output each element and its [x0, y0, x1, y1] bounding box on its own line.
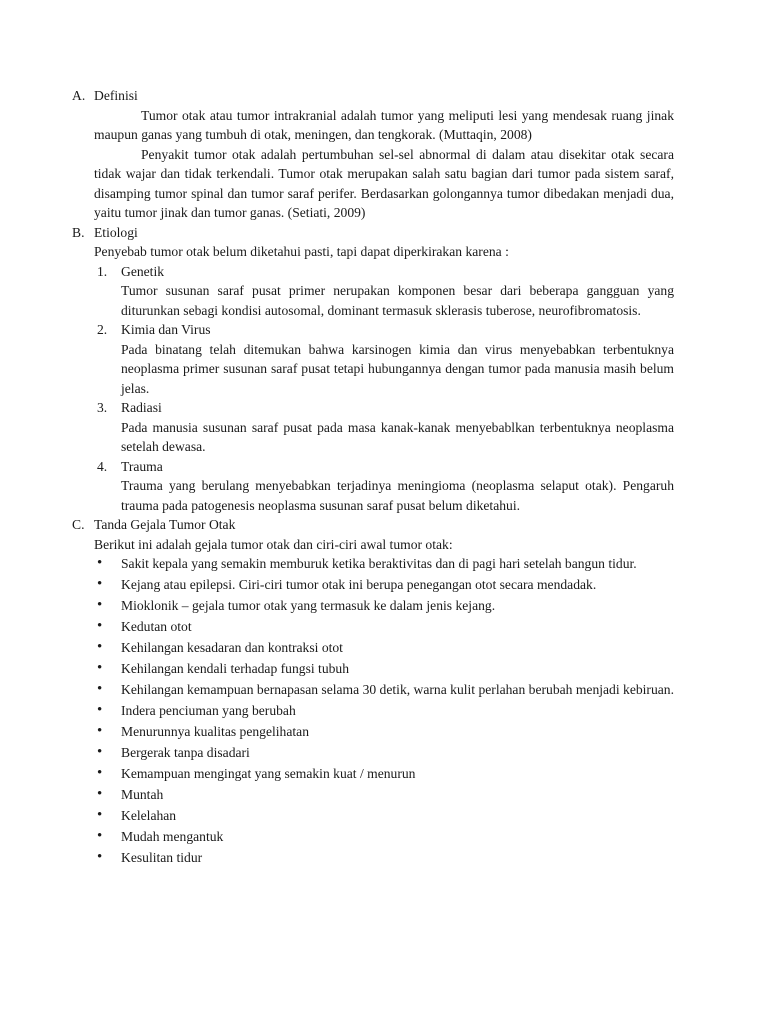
list-item: [94, 262, 674, 321]
item-number: 4.: [97, 458, 108, 474]
section-title: Etiologi: [94, 224, 138, 240]
bullet-text: Kemampuan mengingat yang semakin kuat / menurun: [121, 766, 416, 781]
bullet-text: Kejang atau epilepsi. Ciri-ciri tumor otak ini berupa penegangan otot secara mendadak.: [121, 577, 597, 592]
section-title: Definisi: [94, 88, 138, 103]
bullet-text: Kedutan otot: [121, 619, 192, 634]
list-item: [94, 320, 674, 398]
bullet-icon: •: [97, 555, 103, 571]
item-number: 3.: [97, 400, 108, 415]
item-title: Kimia dan Virus: [121, 322, 211, 337]
bullet-text: Indera penciuman yang berubah: [121, 703, 296, 718]
bullet-icon: •: [97, 828, 103, 844]
bullet-list: [94, 554, 674, 868]
bullet-icon: •: [97, 723, 103, 739]
item-text: Tumor susunan saraf pusat primer nerupakan komponen besar dari beberapa gangguan yang diturunkan sebagi kondisi autosomal, dominant termasuk sklerasis tuberose, neurofibromatosis.: [121, 283, 674, 318]
bullet-icon: •: [97, 618, 103, 634]
section-letter: B.: [72, 224, 85, 240]
list-item: [94, 596, 674, 616]
item-text: Pada manusia susunan saraf pusat pada masa kanak-kanak menyebablkan terbentuknya neoplasma setelah dewasa.: [121, 419, 674, 454]
list-item: [94, 764, 674, 784]
bullet-icon: •: [97, 639, 103, 655]
bullet-icon: •: [97, 681, 103, 697]
item-title: Genetik: [121, 263, 165, 279]
numbered-list: [94, 262, 674, 516]
paragraph: Tumor otak atau tumor intrakranial adalah tumor yang meliputi lesi yang mendesak ruang jinak maupun ganas yang tumbuh di otak, meningen, dan tengkorak. (Muttaqin, 2008): [94, 107, 674, 142]
bullet-text: Mudah mengantuk: [121, 829, 224, 844]
bullet-text: Kehilangan kendali terhadap fungsi tubuh: [121, 661, 350, 676]
bullet-icon: •: [97, 576, 103, 592]
list-item: [94, 638, 674, 658]
bullet-icon: •: [97, 849, 103, 865]
list-item: [94, 457, 674, 516]
section-intro: Berikut ini adalah gejala tumor otak dan ciri-ciri awal tumor otak:: [94, 536, 453, 552]
list-item: [94, 743, 674, 763]
item-text: Pada binatang telah ditemukan bahwa karsinogen kimia dan virus menyebabkan terbentuknya neoplasma primer susunan saraf pusat tetapi hubungannya dengan tumor pada manusia masih belum jelas.: [121, 341, 674, 396]
bullet-icon: •: [97, 786, 103, 802]
bullet-text: Kehilangan kemampuan bernapasan selama 30 detik, warna kulit perlahan berubah menjadi kebiruan.: [121, 682, 674, 697]
item-title: Radiasi: [121, 400, 162, 415]
list-item: [94, 827, 674, 847]
section-title: Tanda Gejala Tumor Otak: [94, 517, 236, 532]
bullet-icon: •: [97, 807, 103, 823]
section-etiologi: [0, 223, 768, 516]
section-letter: C.: [72, 517, 85, 532]
list-item: [94, 659, 674, 679]
item-number: 2.: [97, 322, 108, 337]
bullet-text: Mioklonik – gejala tumor otak yang termasuk ke dalam jenis kejang.: [121, 598, 496, 613]
section-intro: Penyebab tumor otak belum diketahui pasti, tapi dapat diperkirakan karena :: [94, 244, 509, 259]
section-letter: A.: [72, 88, 86, 103]
bullet-icon: •: [97, 597, 103, 613]
list-item: [94, 701, 674, 721]
list-item: [94, 575, 674, 595]
bullet-text: Sakit kepala yang semakin memburuk ketika beraktivitas dan di pagi hari setelah bangun tidur.: [121, 556, 637, 571]
item-number: 1.: [97, 263, 108, 279]
bullet-text: Kelelahan: [121, 808, 177, 823]
bullet-text: Muntah: [121, 787, 164, 802]
item-title: Trauma: [121, 458, 163, 474]
document-page: [0, 86, 768, 869]
bullet-icon: •: [97, 702, 103, 718]
section-tanda-gejala: [0, 515, 768, 868]
bullet-text: Bergerak tanpa disadari: [121, 745, 250, 760]
list-item: [94, 806, 674, 826]
bullet-text: Menurunnya kualitas pengelihatan: [121, 724, 309, 739]
list-item: [94, 722, 674, 742]
list-item: [94, 554, 674, 574]
item-text: Trauma yang berulang menyebabkan terjadinya meningioma (neoplasma selaput otak). Pengaruh trauma pada patogenesis neoplasma susunan saraf pusat belum diketahui.: [121, 478, 674, 513]
paragraph: Penyakit tumor otak adalah pertumbuhan sel-sel abnormal di dalam atau disekitar otak secara tidak wajar dan tidak terkendali. Tumor otak merupakan salah satu bagian dari tumor pada sistem saraf, disamping tumor spinal dan tumor saraf perifer. Berdasarkan golongannya tumor dibedakan menjadi dua, yaitu tumor jinak dan tumor ganas. (Setiati, 2009): [94, 146, 674, 220]
bullet-text: Kesulitan tidur: [121, 850, 203, 865]
list-item: [94, 398, 674, 457]
list-item: [94, 785, 674, 805]
section-definisi: [0, 86, 768, 223]
bullet-icon: •: [97, 660, 103, 676]
list-item: [94, 680, 674, 700]
bullet-icon: •: [97, 765, 103, 781]
list-item: [94, 848, 674, 868]
list-item: [94, 617, 674, 637]
bullet-text: Kehilangan kesadaran dan kontraksi otot: [121, 640, 343, 655]
bullet-icon: •: [97, 744, 103, 760]
